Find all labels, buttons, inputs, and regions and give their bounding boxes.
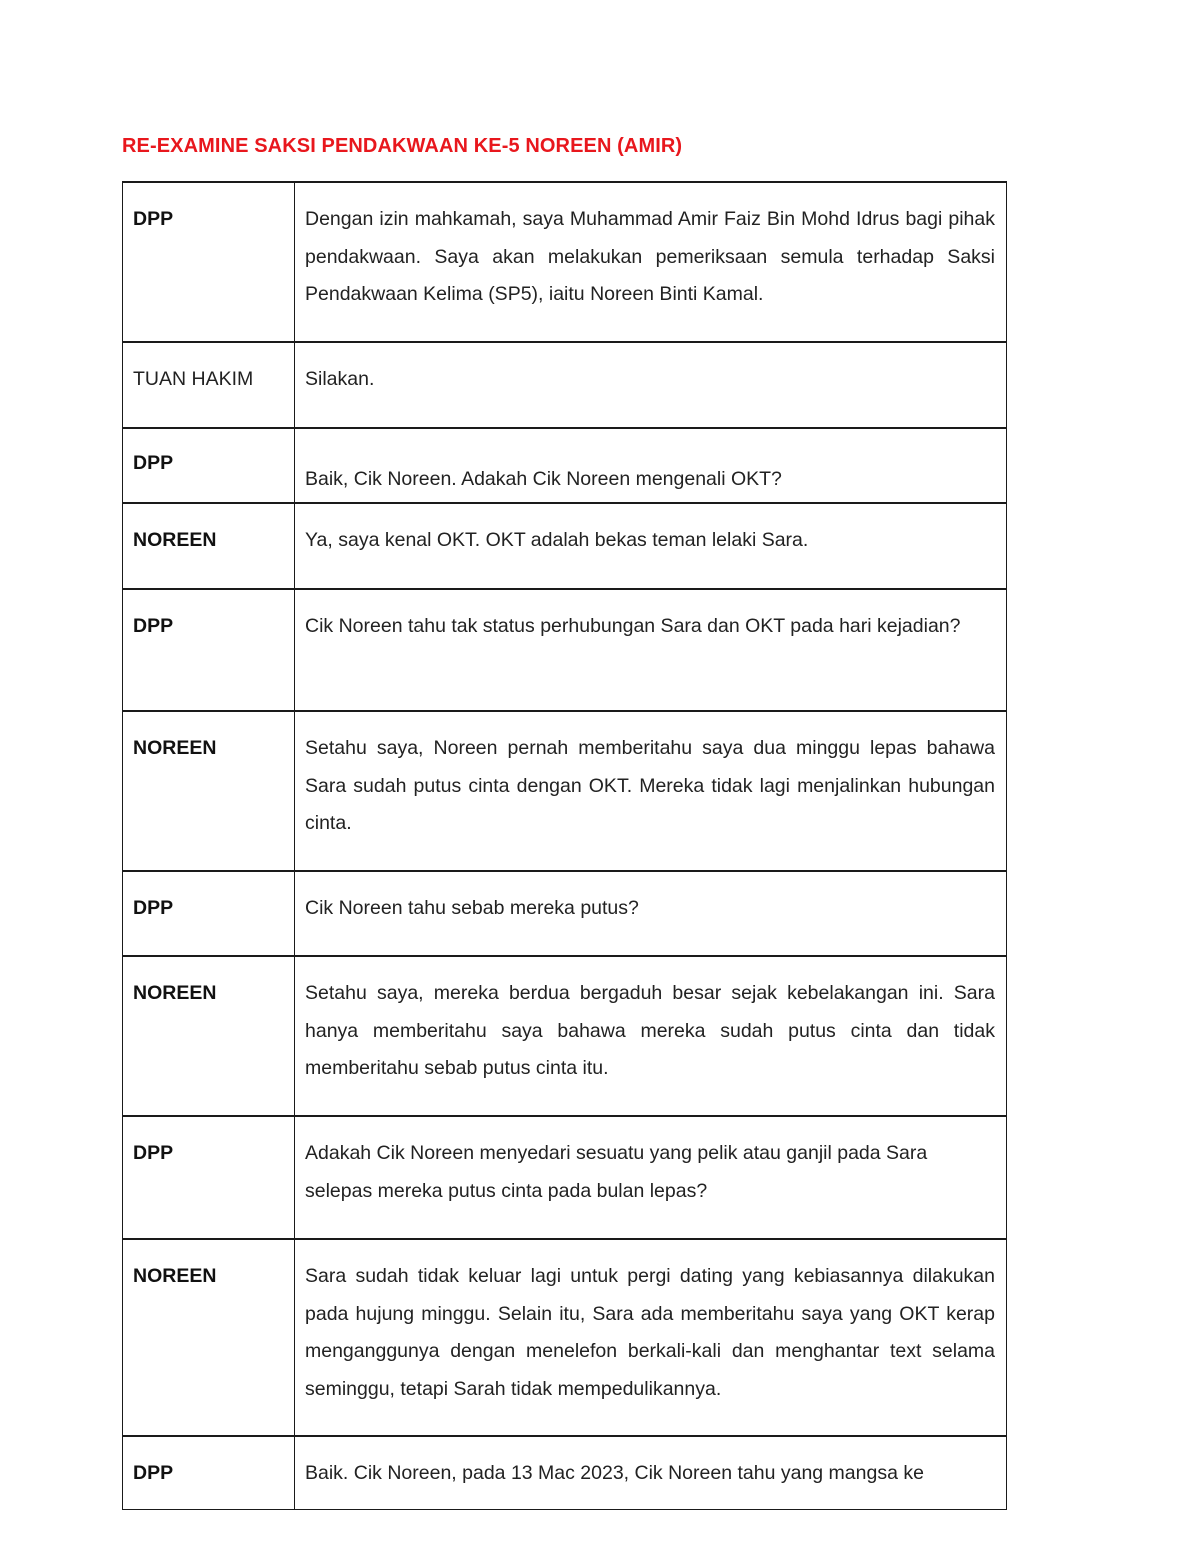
speech-cell: Setahu saya, mereka berdua bergaduh besar sejak kebelakangan ini. Sara hanya memberitahu saya bahawa mereka sudah putus cinta dan tidak memberitahu sebab putus cinta itu. — [295, 956, 1007, 1116]
transcript-row — [123, 1436, 1007, 1509]
speaker-cell: NOREEN — [123, 1239, 295, 1436]
speech-cell: Dengan izin mahkamah, saya Muhammad Amir Faiz Bin Mohd Idrus bagi pihak pendakwaan. Saya akan melakukan pemeriksaan semula terhadap Saksi Pendakwaan Kelima (SP5), iaitu Noreen Binti Kamal. — [295, 182, 1007, 342]
transcript-row — [123, 589, 1007, 711]
transcript-row — [123, 711, 1007, 871]
transcript-row — [123, 956, 1007, 1116]
transcript-table — [122, 181, 1007, 1510]
speech-cell: Cik Noreen tahu tak status perhubungan Sara dan OKT pada hari kejadian? — [295, 589, 1007, 711]
speaker-cell: DPP — [123, 182, 295, 342]
speaker-cell: NOREEN — [123, 956, 295, 1116]
speaker-cell: DPP — [123, 1436, 295, 1509]
transcript-row — [123, 503, 1007, 589]
speech-cell: Setahu saya, Noreen pernah memberitahu saya dua minggu lepas bahawa Sara sudah putus cinta dengan OKT. Mereka tidak lagi menjalinkan hubungan cinta. — [295, 711, 1007, 871]
speaker-cell: NOREEN — [123, 503, 295, 589]
speaker-cell: DPP — [123, 428, 295, 503]
speech-cell: Baik. Cik Noreen, pada 13 Mac 2023, Cik Noreen tahu yang mangsa ke — [295, 1436, 1007, 1509]
speech-cell: Baik, Cik Noreen. Adakah Cik Noreen mengenali OKT? — [295, 428, 1007, 503]
transcript-row — [123, 342, 1007, 428]
speech-cell: Ya, saya kenal OKT. OKT adalah bekas teman lelaki Sara. — [295, 503, 1007, 589]
speech-cell: Sara sudah tidak keluar lagi untuk pergi dating yang kebiasannya dilakukan pada hujung minggu. Selain itu, Sara ada memberitahu saya yang OKT kerap menganggunya dengan menelefon berkali-kali dan menghantar text selama seminggu, tetapi Sarah tidak mempedulikannya. — [295, 1239, 1007, 1436]
transcript-row — [123, 182, 1007, 342]
speaker-cell: DPP — [123, 1116, 295, 1239]
speaker-cell: DPP — [123, 871, 295, 956]
transcript-row — [123, 428, 1007, 503]
speaker-cell: DPP — [123, 589, 295, 711]
speech-cell: Adakah Cik Noreen menyedari sesuatu yang pelik atau ganjil pada Sara selepas mereka putus cinta pada bulan lepas? — [295, 1116, 1007, 1239]
transcript-row — [123, 1239, 1007, 1436]
transcript-row — [123, 1116, 1007, 1239]
speech-cell: Silakan. — [295, 342, 1007, 428]
transcript-row — [123, 871, 1007, 956]
speech-cell: Cik Noreen tahu sebab mereka putus? — [295, 871, 1007, 956]
document-title: RE-EXAMINE SAKSI PENDAKWAAN KE-5 NOREEN (AMIR) — [122, 135, 683, 157]
speaker-cell: TUAN HAKIM — [123, 342, 295, 428]
speaker-cell: NOREEN — [123, 711, 295, 871]
